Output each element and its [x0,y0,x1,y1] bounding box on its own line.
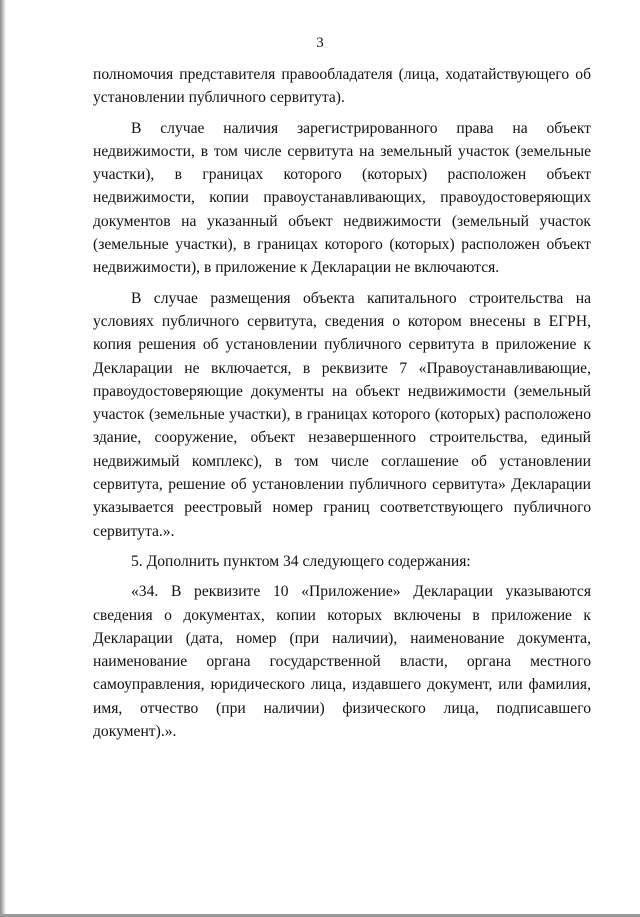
scan-left-edge [0,0,6,917]
page-number: 3 [316,35,324,51]
paragraph-item-34: «34. В реквизите 10 «Приложение» Декларации указываются сведения о документах, копии которых включены в приложение к Декларации (дата, номер (при наличии), наименование документа, наименование органа государственной власти, органа местного самоуправления, юридического лица, издавшего документ, или фамилия, имя, отчество (при наличии) физического лица, подписавшего документ).». [93,583,591,741]
document-body [93,63,591,750]
paragraph-registered-right: В случае наличия зарегистрированного права на объект недвижимости, в том числе сервитута на земельный участок (земельные участки), в границах которого (которых) расположен объект недвижимости, копии правоустанавливающих, правоудостоверяющих документов на указанный объект недвижимости (земельный участок (земельные участки), в границах которого (которых) расположен объект недвижимости), в приложение к Декларации не включаются. [93,119,591,277]
paragraph-continuation: полномочия представителя правообладателя (лица, ходатайствующего об установлении публичного сервитута). [93,66,591,107]
paragraph-public-servitude: В случае размещения объекта капитального строительства на условиях публичного сервитута, сведения о котором внесены в ЕГРН, копия решения об установлении публичного сервитута в приложение к Декларации не включается, в реквизите 7 «Правоустанавливающие, правоудостоверяющие документы на объект недвижимости (земельный участок (земельные участки), в границах которого (которых) расположено здание, сооружение, объект незавершенного строительства, единый недвижимый комплекс), в том числе соглашение об установлении сервитута, решение об установлении публичного сервитута» Декларации указывается реестровый номер границ соответствующего публичного сервитута.». [93,289,591,540]
paragraph-amendment-5: 5. Дополнить пунктом 34 следующего содержания: [131,552,471,570]
